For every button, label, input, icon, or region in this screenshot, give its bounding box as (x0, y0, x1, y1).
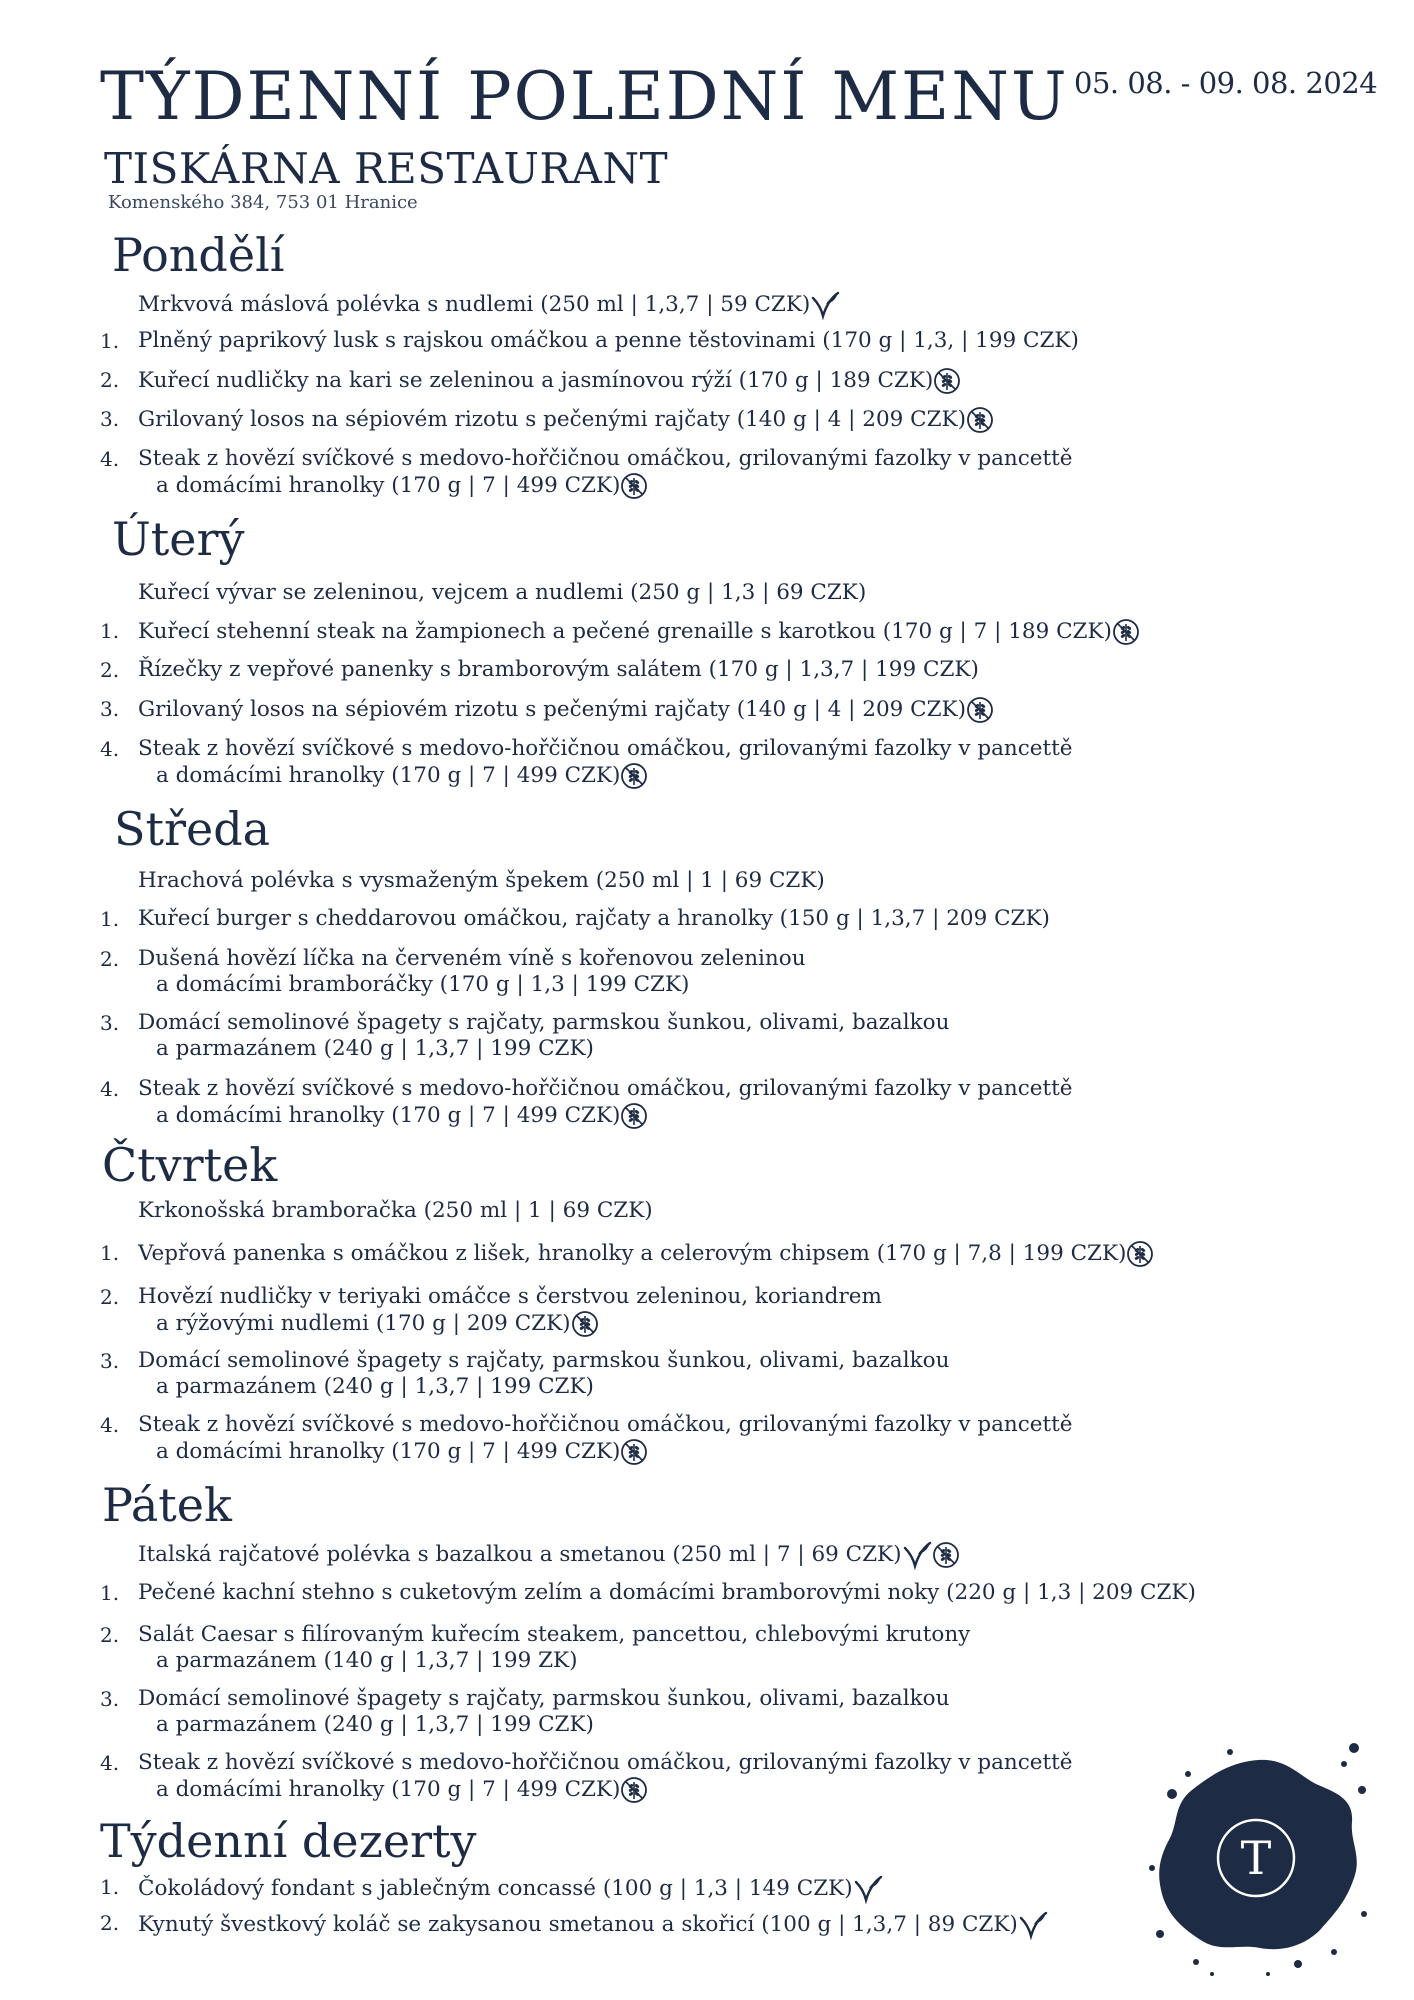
day-heading: Čtvrtek (102, 1138, 278, 1192)
item-description (138, 618, 1140, 646)
item-line-1: Salát Caesar s filírovaným kuřecím steakem, pancettou, chlebovými krutony (138, 1622, 971, 1647)
item-number: 1. (100, 1875, 120, 1899)
item-number: 2. (100, 947, 120, 971)
item-line-1: Grilovaný losos na sépiovém rizotu s pečenými rajčaty (140 g | 4 | 209 CZK) (138, 407, 966, 432)
item-number: 2. (100, 1285, 120, 1309)
gluten-free-icon (620, 762, 648, 790)
item-description (138, 1010, 949, 1062)
item-line-1: Kuřecí stehenní steak na žampionech a pečené grenaille s karotkou (170 g | 7 | 189 CZK) (138, 619, 1112, 644)
item-line-2: a parmazánem (240 g | 1,3,7 | 199 CZK) (156, 1374, 594, 1399)
item-number: 4. (100, 1751, 120, 1775)
item-line-1: Steak z hovězí svíčkové s medovo-hořčičnou omáčkou, grilovanými fazolky v pancettě (138, 736, 1073, 761)
page-title: TÝDENNÍ POLEDNÍ MENU (100, 58, 1069, 135)
item-line-1: Řízečky z vepřové panenky s bramborovým salátem (170 g | 1,3,7 | 199 CZK) (138, 657, 979, 682)
item-line-2-wrap (138, 1310, 882, 1338)
soup-of-the-day (138, 1540, 960, 1570)
soup-text: Mrkvová máslová polévka s nudlemi (250 ml | 1,3,7 | 59 CZK) (138, 292, 811, 317)
item-number: 3. (100, 1011, 120, 1035)
item-number: 4. (100, 1413, 120, 1437)
item-number: 2. (100, 658, 120, 682)
item-description (138, 328, 1079, 354)
day-heading: Středa (114, 802, 271, 856)
item-number: 1. (100, 329, 120, 353)
item-line-1: Plněný paprikový lusk s rajskou omáčkou a penne těstovinami (170 g | 1,3, | 199 CZK) (138, 328, 1079, 353)
item-line-1: Domácí semolinové špagety s rajčaty, parmskou šunkou, olivami, bazalkou (138, 1686, 950, 1711)
item-description (138, 906, 1050, 932)
day-heading: Pátek (102, 1478, 232, 1532)
item-line-1: Steak z hovězí svíčkové s medovo-hořčičnou omáčkou, grilovanými fazolky v pancettě (138, 1750, 1073, 1775)
item-description (138, 406, 994, 434)
item-line-1: Pečené kachní stehno s cuketovým zelím a domácími bramborovými noky (220 g | 1,3 | 209 CZK) (138, 1580, 1196, 1605)
item-description (138, 946, 806, 998)
item-number: 2. (100, 1623, 120, 1647)
item-line-1: Kuřecí nudličky na kari se zeleninou a jasmínovou rýží (170 g | 189 CZK) (138, 368, 934, 393)
item-line-1: Hovězí nudličky v teriyaki omáčce s čerstvou zeleninou, koriandrem (138, 1284, 882, 1309)
item-number: 4. (100, 447, 120, 471)
item-description (138, 1348, 949, 1400)
gluten-free-icon (966, 406, 994, 434)
gluten-free-icon (1112, 618, 1140, 646)
item-line-2: a domácími hranolky (170 g | 7 | 499 CZK) (156, 1103, 621, 1128)
item-number: 2. (100, 1911, 120, 1935)
item-line-1: Vepřová panenka s omáčkou z lišek, hranolky a celerovým chipsem (170 g | 7,8 | 199 CZK) (138, 1241, 1127, 1266)
item-line-1: Steak z hovězí svíčkové s medovo-hořčičnou omáčkou, grilovanými fazolky v pancettě (138, 1412, 1073, 1437)
item-line-2-wrap (138, 1712, 949, 1738)
item-line-2-wrap (138, 972, 806, 998)
item-line-2-wrap (138, 1036, 949, 1062)
item-line-1: Grilovaný losos na sépiovém rizotu s pečenými rajčaty (140 g | 4 | 209 CZK) (138, 697, 966, 722)
gluten-free-icon (966, 696, 994, 724)
gluten-free-icon (932, 1541, 960, 1569)
gluten-free-icon (1126, 1240, 1154, 1268)
item-line-1: Kynutý švestkový koláč se zakysanou smetanou a skořicí (100 g | 1,3,7 | 89 CZK) (138, 1912, 1018, 1937)
item-number: 4. (100, 1077, 120, 1101)
item-line-2: a parmazánem (240 g | 1,3,7 | 199 CZK) (156, 1036, 594, 1061)
item-description (138, 446, 1073, 500)
item-line-2-wrap (138, 472, 1073, 500)
item-line-2: a domácími hranolky (170 g | 7 | 499 CZK) (156, 763, 621, 788)
vegan-icon (810, 290, 840, 320)
item-description (138, 736, 1073, 790)
item-line-1: Čokoládový fondant s jablečným concassé (100 g | 1,3 | 149 CZK) (138, 1876, 853, 1901)
soup-text: Hrachová polévka s vysmaženým špekem (250 ml | 1 | 69 CZK) (138, 868, 825, 893)
ink-splash-logo (1148, 1738, 1368, 1978)
vegan-icon (1018, 1910, 1048, 1940)
item-number: 1. (100, 619, 120, 643)
item-line-2: a domácími bramboráčky (170 g | 1,3 | 199 CZK) (156, 972, 690, 997)
item-line-2: a rýžovými nudlemi (170 g | 209 CZK) (156, 1311, 571, 1336)
date-range: 05. 08. - 09. 08. 2024 (1074, 66, 1378, 100)
logo-letter: T (1240, 1831, 1272, 1885)
item-description (138, 1910, 1048, 1940)
gluten-free-icon (571, 1310, 599, 1338)
soup-of-the-day (138, 580, 866, 606)
item-description (138, 1750, 1073, 1804)
item-description (138, 1284, 882, 1338)
soup-of-the-day (138, 290, 840, 320)
restaurant-address: Komenského 384, 753 01 Hranice (108, 192, 418, 213)
item-line-2-wrap (138, 762, 1073, 790)
item-line-1: Dušená hovězí líčka na červeném víně s kořenovou zeleninou (138, 946, 806, 971)
restaurant-name: TISKÁRNA RESTAURANT (104, 144, 669, 193)
item-line-1: Kuřecí burger s cheddarovou omáčkou, rajčaty a hranolky (150 g | 1,3,7 | 209 CZK) (138, 906, 1050, 931)
soup-of-the-day (138, 868, 825, 894)
item-number: 1. (100, 907, 120, 931)
gluten-free-icon (620, 472, 648, 500)
item-number: 3. (100, 1687, 120, 1711)
item-description (138, 367, 961, 395)
item-description (138, 1686, 949, 1738)
item-number: 3. (100, 407, 120, 431)
item-line-2: a domácími hranolky (170 g | 7 | 499 CZK) (156, 1439, 621, 1464)
item-description (138, 1874, 883, 1904)
item-line-2: a domácími hranolky (170 g | 7 | 499 CZK) (156, 1777, 621, 1802)
item-number: 1. (100, 1581, 120, 1605)
desserts-heading: Týdenní dezerty (100, 1814, 477, 1868)
day-heading: Úterý (112, 512, 245, 566)
item-line-2: a parmazánem (240 g | 1,3,7 | 199 CZK) (156, 1712, 594, 1737)
item-line-2-wrap (138, 1776, 1073, 1804)
vegan-icon (853, 1874, 883, 1904)
item-description (138, 1076, 1073, 1130)
gluten-free-icon (620, 1438, 648, 1466)
item-line-1: Domácí semolinové špagety s rajčaty, parmskou šunkou, olivami, bazalkou (138, 1010, 950, 1035)
logo (1148, 1738, 1368, 1978)
item-line-1: Steak z hovězí svíčkové s medovo-hořčičnou omáčkou, grilovanými fazolky v pancettě (138, 446, 1073, 471)
item-description (138, 1622, 970, 1674)
soup-text: Krkonošská bramboračka (250 ml | 1 | 69 CZK) (138, 1198, 653, 1223)
item-description (138, 1412, 1073, 1466)
gluten-free-icon (620, 1776, 648, 1804)
item-line-2: a parmazánem (140 g | 1,3,7 | 199 ZK) (156, 1648, 578, 1673)
item-description (138, 657, 979, 683)
item-line-2: a domácími hranolky (170 g | 7 | 499 CZK) (156, 473, 621, 498)
item-number: 3. (100, 1349, 120, 1373)
item-line-2-wrap (138, 1648, 970, 1674)
item-line-1: Domácí semolinové špagety s rajčaty, parmskou šunkou, olivami, bazalkou (138, 1348, 950, 1373)
item-number: 2. (100, 368, 120, 392)
gluten-free-icon (620, 1102, 648, 1130)
item-line-2-wrap (138, 1438, 1073, 1466)
day-heading: Pondělí (112, 228, 285, 282)
item-number: 3. (100, 697, 120, 721)
item-description (138, 1240, 1154, 1268)
gluten-free-icon (933, 367, 961, 395)
item-line-1: Steak z hovězí svíčkové s medovo-hořčičnou omáčkou, grilovanými fazolky v pancettě (138, 1076, 1073, 1101)
item-line-2-wrap (138, 1374, 949, 1400)
soup-text: Kuřecí vývar se zeleninou, vejcem a nudlemi (250 g | 1,3 | 69 CZK) (138, 580, 867, 605)
item-line-2-wrap (138, 1102, 1073, 1130)
item-description (138, 1580, 1196, 1606)
soup-of-the-day (138, 1198, 653, 1224)
item-description (138, 696, 994, 724)
vegan-icon (902, 1540, 932, 1570)
soup-text: Italská rajčatové polévka s bazalkou a smetanou (250 ml | 7 | 69 CZK) (138, 1542, 902, 1567)
item-number: 1. (100, 1241, 120, 1265)
item-number: 4. (100, 737, 120, 761)
